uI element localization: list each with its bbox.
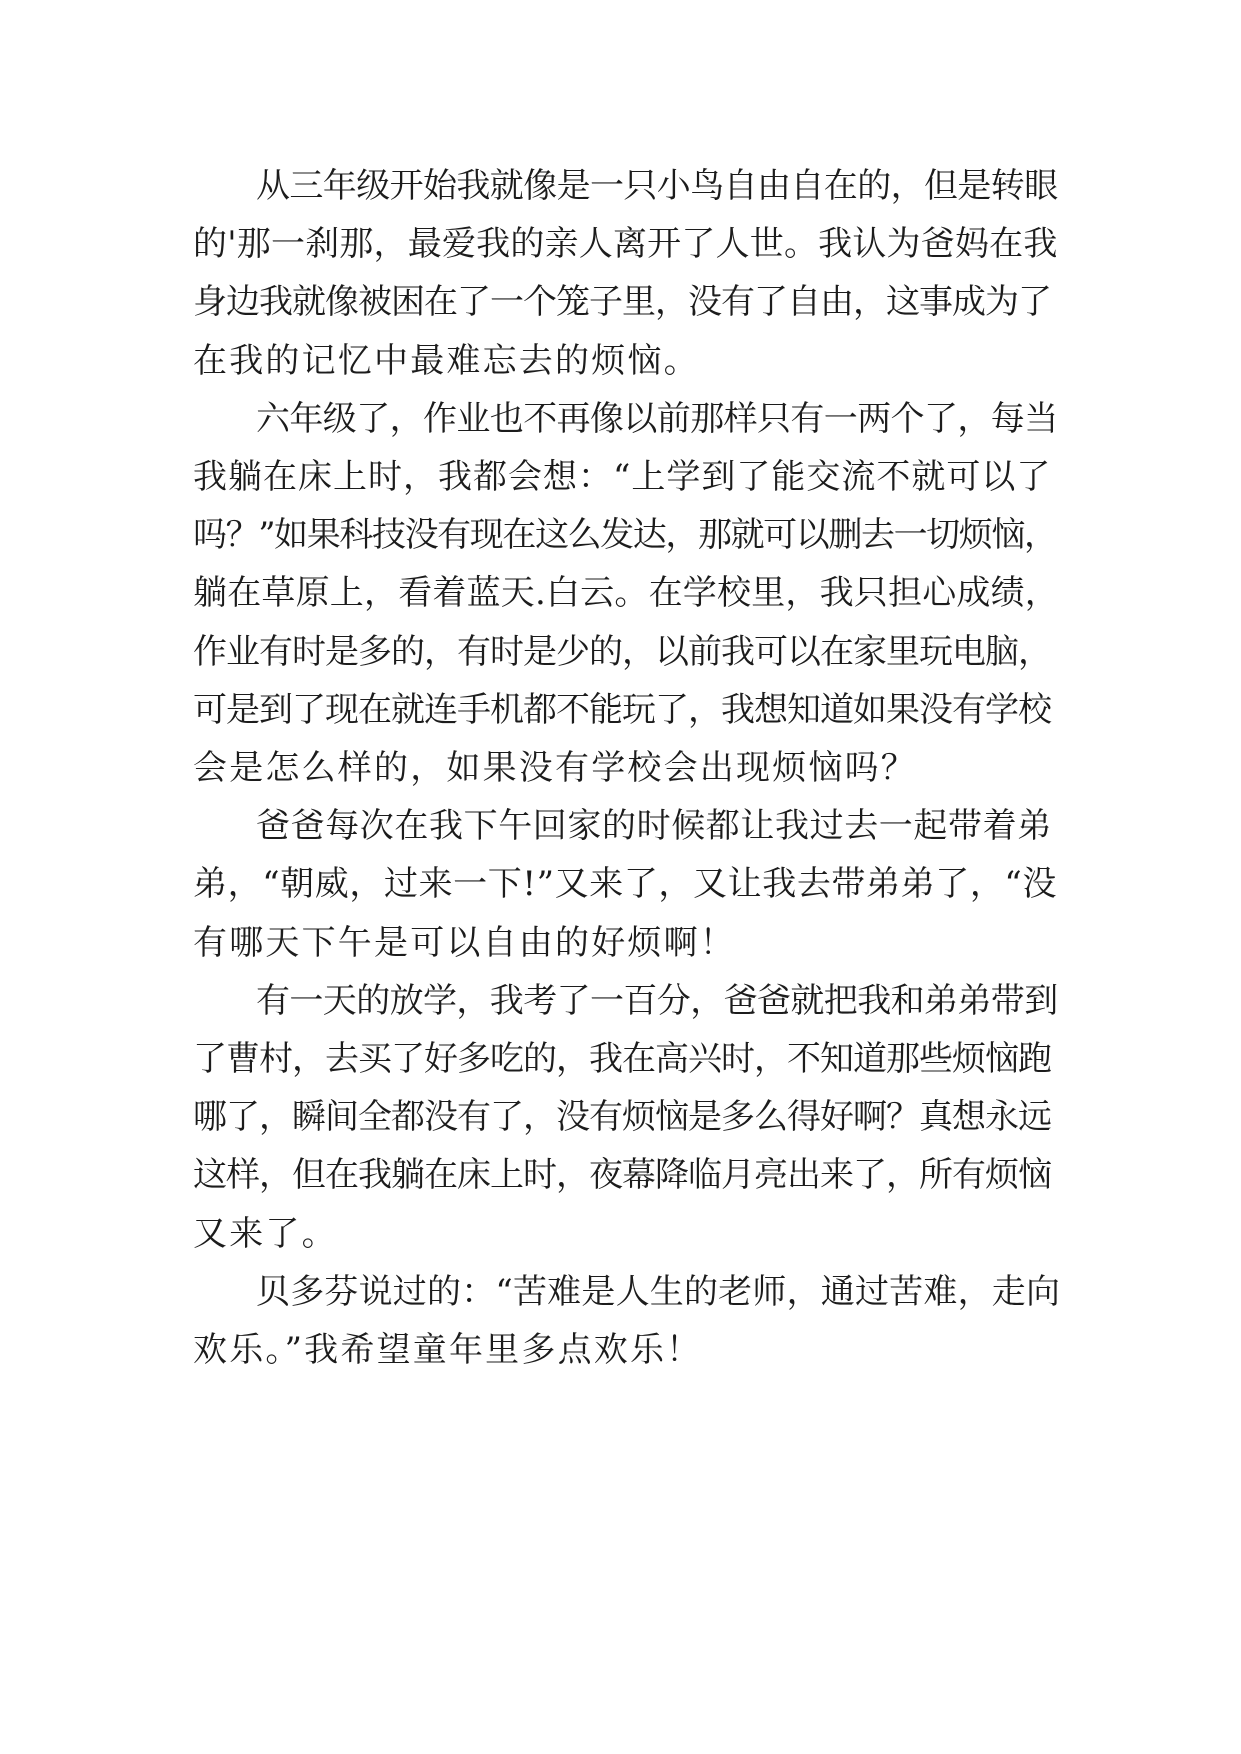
text-line: 六年级了，作业也不再像以前那样只有一两个了，每当 <box>256 399 1058 439</box>
text-line: 可是到了现在就连手机都不能玩了，我想知道如果没有学校 <box>193 690 1051 730</box>
text-line: 从三年级开始我就像是一只小鸟自由自在的，但是转眼 <box>256 166 1058 206</box>
text-line: 吗？”如果科技没有现在这么发达，那就可以删去一切烦恼， <box>193 515 1057 555</box>
text-line: 我躺在床上时，我都会想：“上学到了能交流不就可以了 <box>193 457 1052 497</box>
text-line: 会是怎么样的，如果没有学校会出现烦恼吗？ <box>193 748 917 788</box>
text-line: 又来了。 <box>193 1214 338 1254</box>
text-line: 了曹村，去买了好多吃的，我在高兴时，不知道那些烦恼跑 <box>193 1039 1051 1079</box>
text-line: 有一天的放学，我考了一百分，爸爸就把我和弟弟带到 <box>256 981 1058 1021</box>
text-line: 弟，“朝威，过来一下!”又来了，又让我去带弟弟了，“没 <box>193 864 1058 904</box>
text-line: 在我的记忆中最难忘去的烦恼。 <box>193 341 700 381</box>
text-line: 的'那一刹那，最爱我的亲人离开了人世。我认为爸妈在我 <box>193 224 1058 264</box>
text-line: 作业有时是多的，有时是少的，以前我可以在家里玩电脑， <box>193 632 1051 672</box>
text-line: 贝多芬说过的：“苦难是人生的老师，通过苦难，走向 <box>256 1272 1061 1312</box>
text-line: 哪了，瞬间全都没有了，没有烦恼是多么得好啊？真想永远 <box>193 1097 1051 1137</box>
text-line: 躺在草原上，看着蓝天.白云。在学校里，我只担心成绩， <box>193 573 1060 613</box>
text-line: 这样，但在我躺在床上时，夜幕降临月亮出来了，所有烦恼 <box>193 1155 1051 1195</box>
text-line: 有哪天下午是可以自由的好烦啊！ <box>193 923 736 963</box>
text-line: 爸爸每次在我下午回家的时候都让我过去一起带着弟 <box>256 806 1052 846</box>
text-line: 身边我就像被困在了一个笼子里，没有了自由，这事成为了 <box>193 282 1051 322</box>
text-line: 欢乐。”我希望童年里多点欢乐！ <box>193 1330 703 1370</box>
